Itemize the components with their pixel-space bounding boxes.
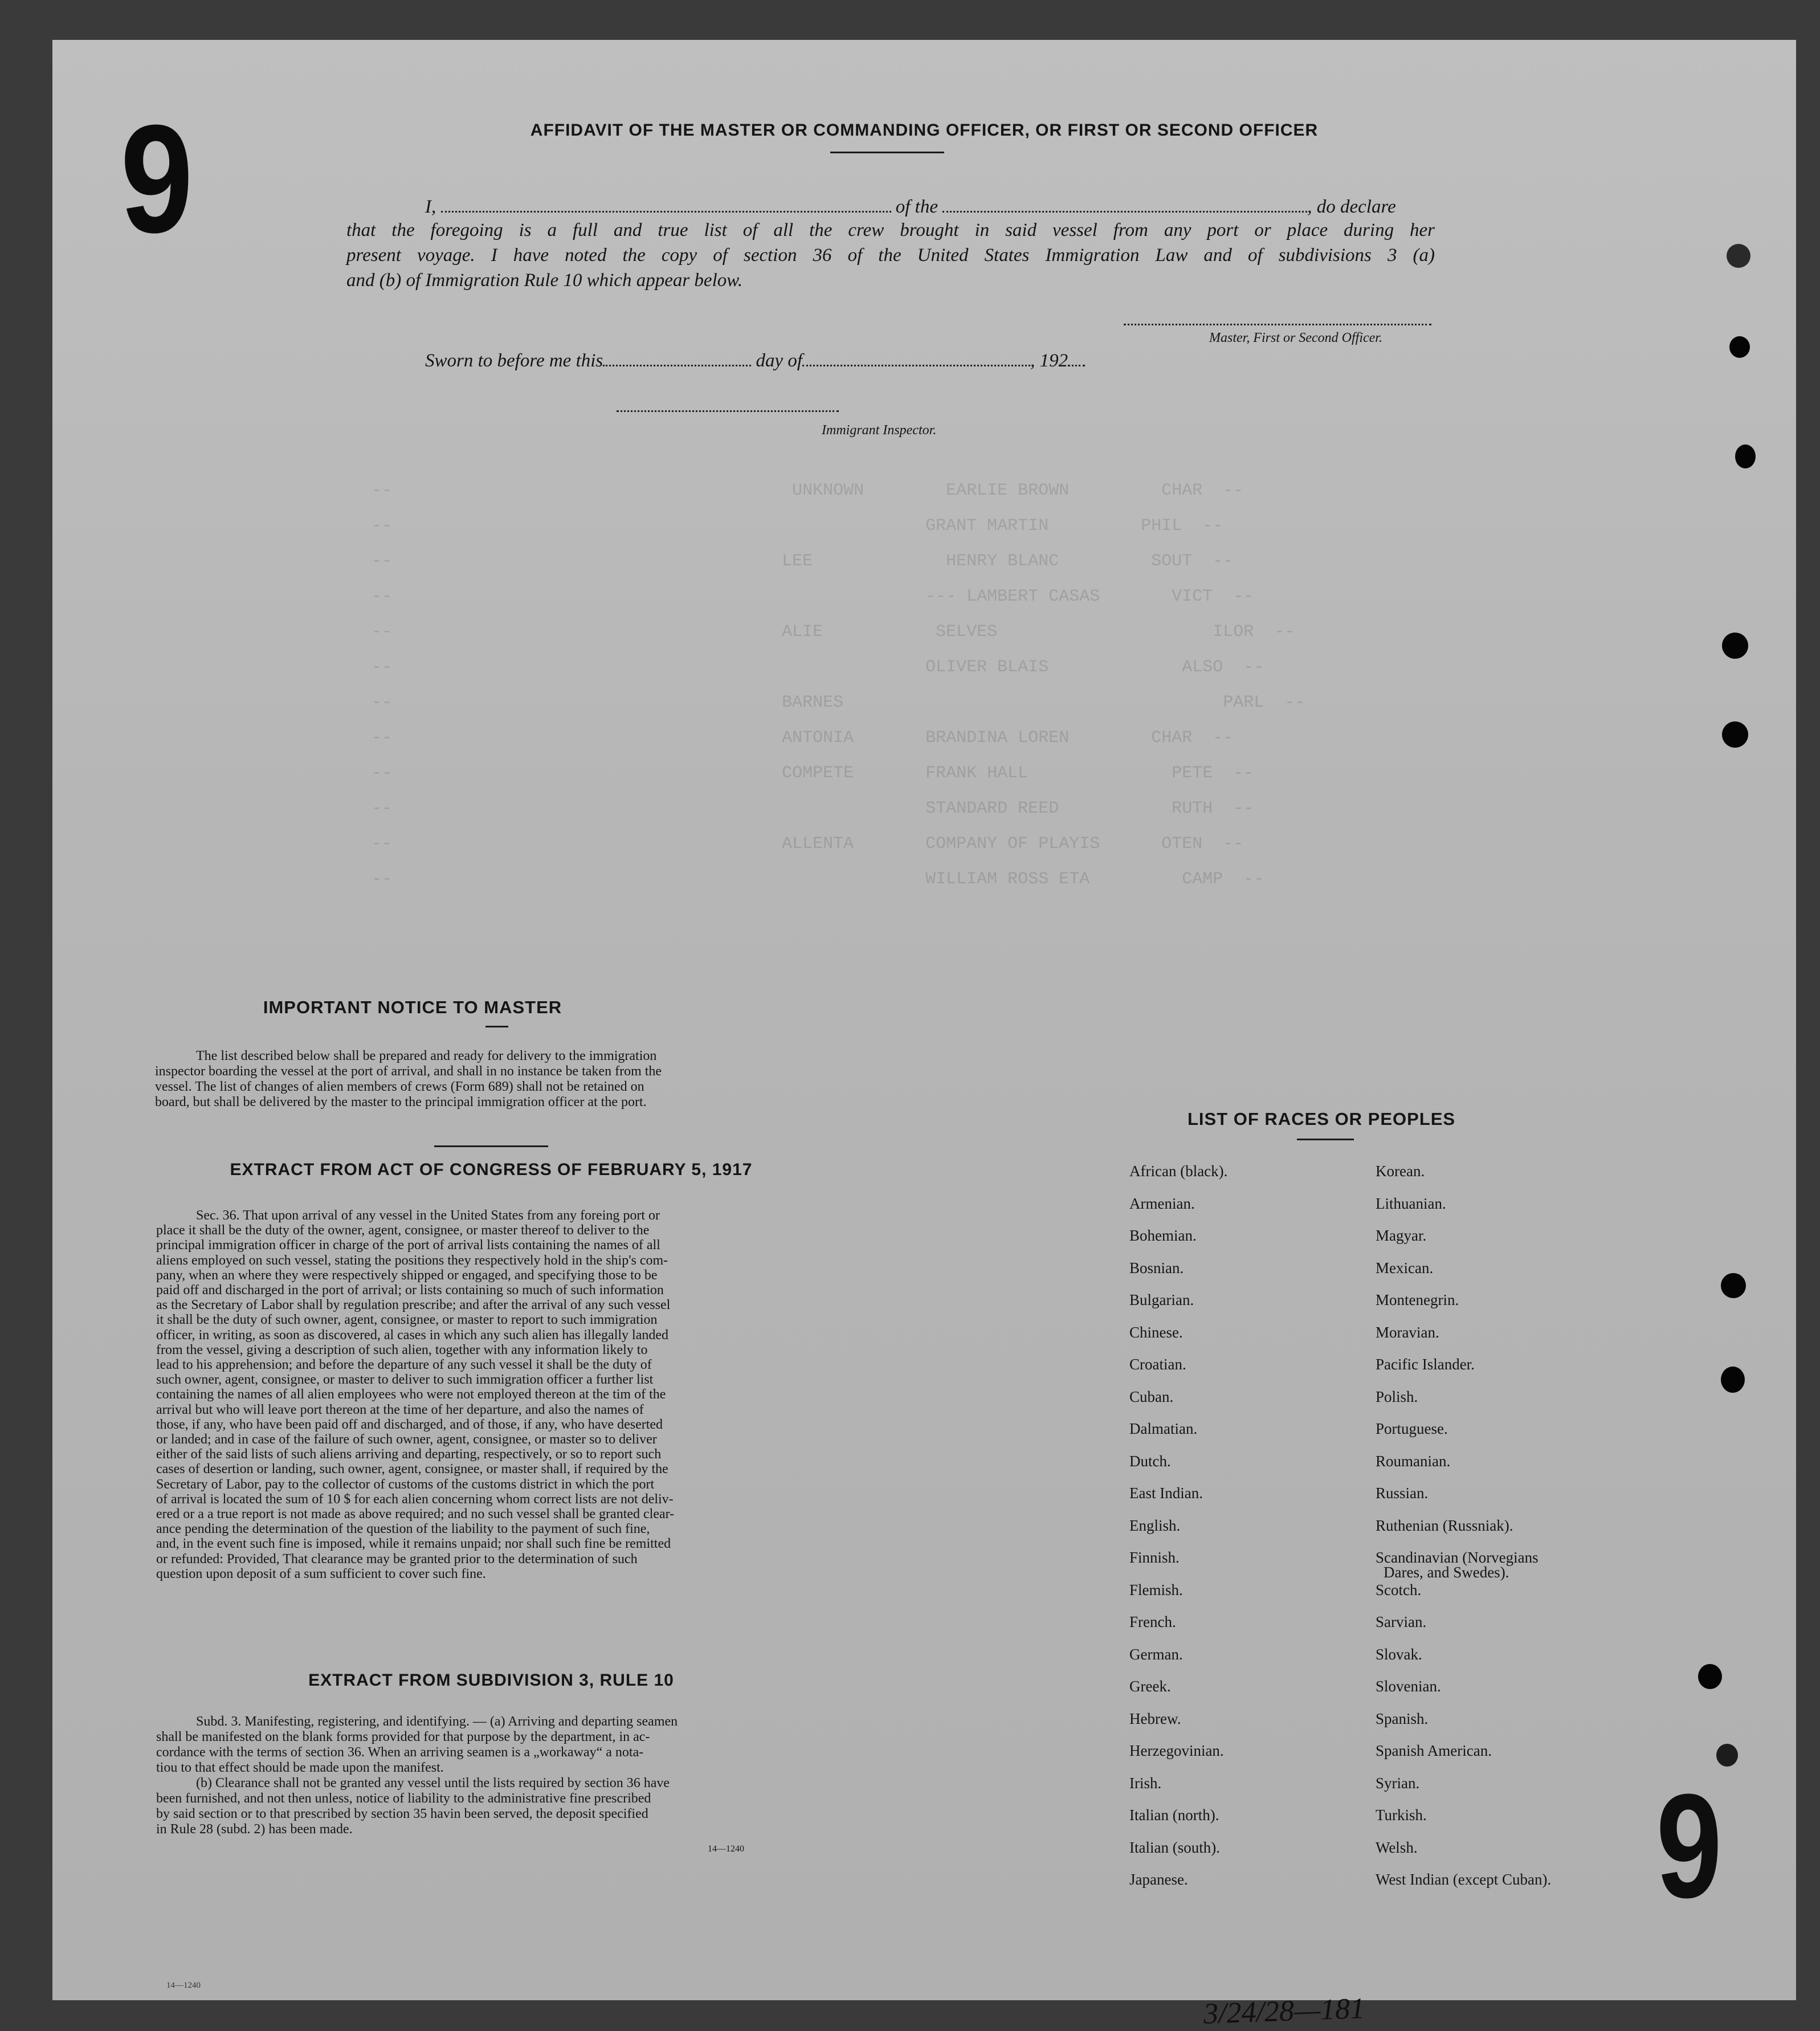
race-item: Finnish.	[1129, 1549, 1180, 1566]
act-line: ance pending the determination of the question of the liability to the payment of such fine,	[156, 1522, 650, 1537]
race-item: Slovenian.	[1376, 1678, 1441, 1695]
act-line: and, in the event such fine is imposed, while it remains unpaid; nor shall such fine be remitted	[156, 1536, 671, 1552]
race-item: Greek.	[1129, 1678, 1171, 1695]
name-field[interactable]	[441, 195, 891, 213]
race-item: Pacific Islander.	[1376, 1356, 1475, 1373]
i-label: I,	[425, 197, 436, 217]
race-item: Korean.	[1376, 1163, 1425, 1180]
affidavit-line-1	[425, 195, 1396, 218]
binder-hole	[1727, 244, 1750, 268]
race-item: Sarvian.	[1376, 1613, 1427, 1630]
race-item: Hebrew.	[1129, 1710, 1181, 1727]
year-label: , 192	[1030, 350, 1068, 371]
affidavit-line-3: present voyage. I have noted the copy of section 36 of the United States Immigration Law and of subdivisions 3 (a)	[346, 245, 1435, 266]
act-line: aliens employed on such vessel, stating the positions they respectively hold in the ship's com-	[156, 1253, 668, 1268]
race-item: Bulgarian.	[1129, 1291, 1194, 1308]
act-line: such owner, agent, consignee, or master to deliver to such immigration officer a further list	[156, 1372, 654, 1388]
binder-hole	[1721, 1367, 1745, 1393]
race-item: Spanish American.	[1376, 1742, 1492, 1759]
race-item: Russian.	[1376, 1484, 1429, 1502]
binder-hole	[1716, 1744, 1738, 1767]
affidavit-line-2: that the foregoing is a full and true list of all the crew brought in said vessel from any port or place during her	[346, 220, 1435, 240]
act-line: question upon deposit of a sum sufficient to cover such fine.	[156, 1566, 486, 1581]
races-rule	[1297, 1139, 1354, 1140]
act-line: either of the said lists of such aliens arriving and departing, respectively, or so to report such	[156, 1447, 662, 1462]
act-line: place it shall be the duty of the owner, agent, consignee, or master thereof to deliver to the	[156, 1223, 650, 1238]
notice-line: The list described below shall be prepared and ready for delivery to the immigration	[196, 1049, 657, 1063]
race-item: Mexican.	[1376, 1259, 1434, 1276]
rule-line: Subd. 3. Manifesting, registering, and identifying. — (a) Arriving and departing seamen	[196, 1714, 678, 1729]
race-item: Portuguese.	[1376, 1420, 1448, 1437]
rule-line: (b) Clearance shall not be granted any vessel until the lists required by section 36 have	[196, 1776, 670, 1791]
notice-title: IMPORTANT NOTICE TO MASTER	[263, 997, 562, 1017]
vessel-field[interactable]	[942, 195, 1307, 213]
act-line: Secretary of Labor, pay to the collector of customs of the customs district in which the port	[156, 1477, 655, 1492]
race-item: Croatian.	[1129, 1356, 1186, 1373]
binder-hole	[1722, 721, 1748, 748]
race-item: East Indian.	[1129, 1484, 1203, 1502]
race-item: German.	[1129, 1645, 1183, 1663]
race-item: Lithuanian.	[1376, 1194, 1446, 1212]
title-rule	[830, 152, 944, 153]
sworn-label: Sworn to before me this	[425, 350, 603, 371]
act-rule	[434, 1145, 548, 1147]
act-line: principal immigration officer in charge of the port of arrival lists containing the names of all	[156, 1238, 660, 1253]
race-item: Bohemian.	[1129, 1227, 1197, 1244]
act-line: arrival but who will leave port thereon at the time of her departure, and also the names of	[156, 1402, 644, 1417]
affidavit-line-4: and (b) of Immigration Rule 10 which appear below.	[346, 270, 743, 291]
race-item: English.	[1129, 1516, 1181, 1534]
binder-hole	[1698, 1664, 1722, 1689]
race-item: Flemish.	[1129, 1581, 1183, 1598]
race-item: Roumanian.	[1376, 1452, 1451, 1470]
race-item: Dutch.	[1129, 1452, 1171, 1470]
rule-line: in Rule 28 (subd. 2) has been made.	[156, 1822, 353, 1837]
act-line: or landed; and in case of the failure of such owner, agent, consignee, or master so to deliver	[156, 1432, 657, 1447]
inspector-line[interactable]	[617, 410, 839, 412]
race-item: Polish.	[1376, 1388, 1418, 1405]
signature-line[interactable]	[1124, 324, 1431, 325]
binder-hole	[1721, 1273, 1746, 1298]
act-line: ered or a a true report is not made as above required; and no such vessel shall be granted clear-	[156, 1507, 675, 1522]
act-line: Sec. 36. That upon arrival of any vessel in the United States from any foreing port or	[196, 1208, 660, 1223]
page-number-bottom: 9	[1656, 1764, 1723, 1929]
of-the-label: of the	[895, 197, 938, 217]
act-title: EXTRACT FROM ACT OF CONGRESS OF FEBRUARY 5, 1917	[230, 1160, 753, 1179]
race-item: Ruthenian (Russniak).	[1376, 1516, 1513, 1534]
act-line: paid off and discharged in the port of arrival; or lists containing so much of such information	[156, 1283, 664, 1298]
declare-label: , do declare	[1307, 197, 1396, 217]
race-item: African (black).	[1129, 1163, 1228, 1180]
act-line: it shall be the duty of such owner, agent, consignee, or master to report to such immigration	[156, 1312, 658, 1328]
notice-line: inspector boarding the vessel at the port of arrival, and shall in no instance be taken from the	[155, 1064, 662, 1079]
act-line: of arrival is located the sum of 10 $ for each alien concerning whom correct lists are not deliv-	[156, 1491, 674, 1507]
act-line: as the Secretary of Labor shall by regulation prescribe; and after the arrival of any such vessel	[156, 1298, 671, 1313]
race-item: Magyar.	[1376, 1227, 1427, 1244]
year-field[interactable]	[1068, 349, 1085, 366]
binder-hole	[1722, 633, 1748, 659]
form-number: 14—1240	[708, 1844, 744, 1854]
signature-caption: Master, First or Second Officer.	[1209, 331, 1382, 345]
binder-hole	[1735, 444, 1756, 468]
race-item: Spanish.	[1376, 1710, 1429, 1727]
race-item: Japanese.	[1129, 1871, 1188, 1888]
race-item: Irish.	[1129, 1774, 1162, 1792]
page-number-top: 9	[120, 93, 193, 265]
race-item: Scotch.	[1376, 1581, 1422, 1598]
race-item: Italian (south).	[1129, 1838, 1220, 1856]
notice-line: board, but shall be delivered by the master to the principal immigration officer at the port.	[155, 1095, 647, 1110]
notice-rule	[485, 1026, 508, 1027]
act-line: cases of desertion or landing, such owner, agent, consignee, or master shall, if required by the	[156, 1462, 668, 1477]
race-item: Armenian.	[1129, 1194, 1195, 1212]
race-item: Dalmatian.	[1129, 1420, 1198, 1437]
day-of-label: day of	[756, 350, 803, 371]
race-item: Cuban.	[1129, 1388, 1174, 1405]
day-field[interactable]	[603, 349, 751, 366]
race-item: Italian (north).	[1129, 1806, 1219, 1824]
race-item: Bosnian.	[1129, 1259, 1184, 1276]
race-item: Herzegovinian.	[1129, 1742, 1224, 1759]
bleed-through-text: -- UNKNOWN EARLIE BROWN CHAR -- -- GRANT MARTIN PHIL -- -- LEE HENRY BLANC SOUT -- -- --- LAMBERT CASAS VICT -- -- ALIE SELVES ILOR -- -- OLIVER BLAIS ALSO -- -- BARNES PARL -- -- ANTONIA BRANDINA LOREN CHAR -- -- COMPETE FRANK HALL PETE -- -- STANDARD REED RUTH -- -- ALLENTA COMPANY OF PLAYIS OTEN -- -- WILLIAM ROSS ETA CAMP --	[372, 481, 1305, 889]
act-line: officer, in writing, as soon as discovered, al cases in which any such alien has illegally landed	[156, 1327, 669, 1343]
rule-title: EXTRACT FROM SUBDIVISION 3, RULE 10	[308, 1671, 674, 1690]
month-field[interactable]	[802, 349, 1030, 366]
affidavit-title: AFFIDAVIT OF THE MASTER OR COMMANDING OFFICER, OR FIRST OR SECOND OFFICER	[530, 121, 1319, 140]
inspector-caption: Immigrant Inspector.	[822, 423, 937, 438]
act-line: those, if any, who have been paid off and discharged, and of those, if any, who have deserted	[156, 1417, 663, 1432]
rule-line: shall be manifested on the blank forms provided for that purpose by the department, in ac-	[156, 1730, 650, 1744]
act-line: pany, when an where they were respectively shipped or engaged, and specifying those to be	[156, 1267, 658, 1283]
notice-body	[155, 1049, 875, 1110]
rule-line: been furnished, and not then unless, notice of liability to the administrative fine prescribed	[156, 1791, 651, 1806]
rule-line: cordance with the terms of section 36. When an arriving seamen is a „workaway“ a nota-	[156, 1745, 644, 1760]
race-item: Welsh.	[1376, 1838, 1418, 1856]
act-line: lead to his apprehension; and before the departure of any such vessel it shall be the duty of	[156, 1357, 652, 1373]
notice-line: vessel. The list of changes of alien members of crews (Form 689) shall not be retained on	[155, 1079, 644, 1094]
rule-line: tiou to that effect should be made upon the manifest.	[156, 1760, 444, 1775]
act-line: from the vessel, giving a description of such alien, together with any information likely to	[156, 1342, 648, 1357]
act-line: containing the names of all alien employees who were not employed thereon at the tim of the	[156, 1387, 666, 1402]
race-item: Turkish.	[1376, 1806, 1427, 1824]
races-title: LIST OF RACES OR PEOPLES	[1188, 1109, 1456, 1129]
race-item: Scandinavian (Norvegians	[1376, 1549, 1539, 1566]
race-item: French.	[1129, 1613, 1176, 1630]
act-body	[156, 1208, 876, 1581]
binder-hole	[1729, 336, 1750, 358]
race-item: Moravian.	[1376, 1323, 1439, 1341]
sworn-line	[425, 349, 1085, 372]
footer-stamp: 14—1240	[166, 1981, 201, 1990]
race-item: Syrian.	[1376, 1774, 1420, 1792]
document-page	[52, 40, 1796, 2030]
handwritten-number: 3/24/28—181	[1203, 1992, 1366, 2030]
race-item: West Indian (except Cuban).	[1376, 1871, 1552, 1888]
act-line: or refunded: Provided, That clearance may be granted prior to the determination of such	[156, 1551, 638, 1567]
race-item: Montenegrin.	[1376, 1291, 1459, 1308]
rule-line: by said section or to that prescribed by section 35 havin been served, the deposit specified	[156, 1806, 648, 1821]
race-item: Slovak.	[1376, 1645, 1422, 1663]
race-item: Chinese.	[1129, 1323, 1183, 1341]
rule-body	[156, 1714, 876, 1837]
race-item: Dares, and Swedes).	[1384, 1564, 1509, 1581]
